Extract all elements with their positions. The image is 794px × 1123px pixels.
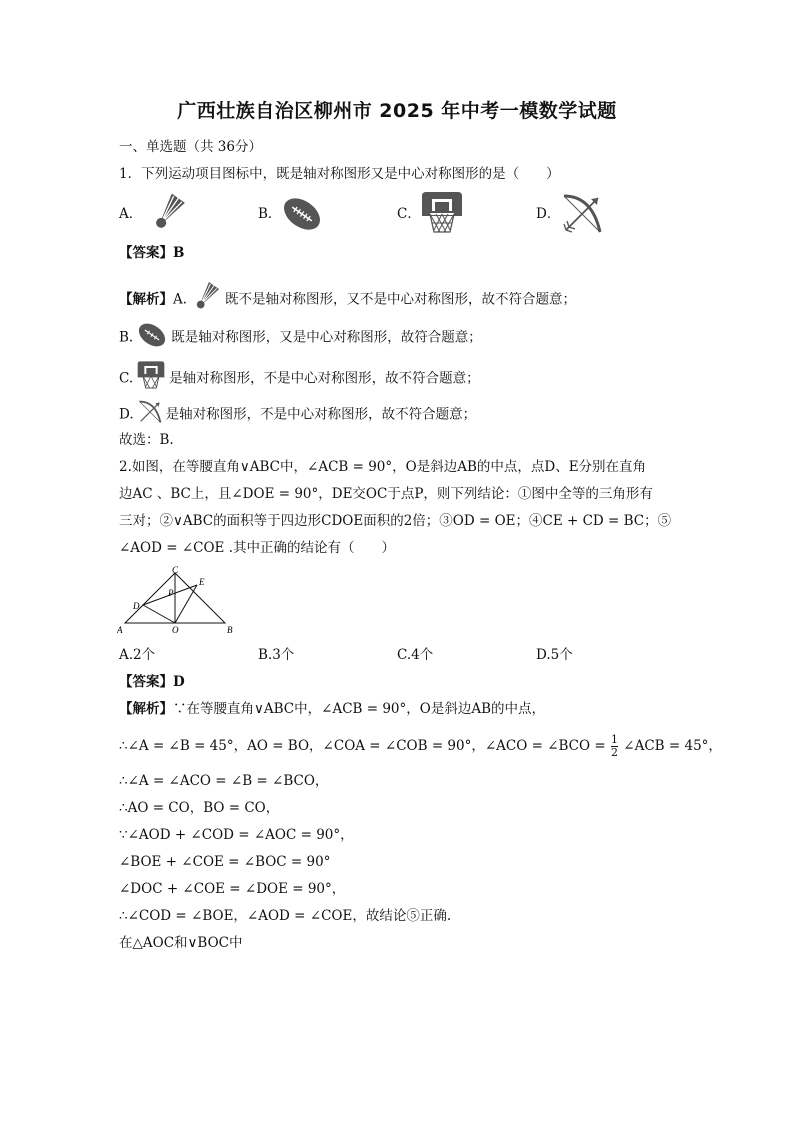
- figure-label-o: O: [172, 625, 179, 635]
- figure-label-p: P: [168, 588, 174, 598]
- fraction-denominator: 2: [610, 746, 618, 759]
- q2-line2-part-b: ∠ACB = 45°，: [623, 738, 722, 754]
- q2-analysis-step: ∴AO = CO，BO = CO，: [119, 800, 280, 816]
- q2-analysis-step: ∠DOC + ∠COE = ∠DOE = 90°，: [119, 881, 346, 897]
- figure-label-b: B: [227, 625, 233, 635]
- q1-analysis-tag: 【解析】: [119, 291, 173, 308]
- q2-analysis-step: 在△AOC和∨BOC中: [119, 935, 243, 951]
- q1-option-c-label: C．: [397, 206, 421, 222]
- q1-answer: 【答案】B: [119, 245, 185, 261]
- q1-analysis-a-prefix: A.: [173, 291, 188, 308]
- q2-stem-line: 三对；②∨ABC的面积等于四边形CDOE面积的2倍；③OD = OE；④CE + CD = BC；⑤: [119, 513, 672, 529]
- q2-option-a: A.2个: [119, 647, 156, 663]
- q1-analysis-d-text: 是轴对称图形，不是中心对称图形，故不符合题意；: [165, 406, 477, 423]
- q1-analysis-a-text: 既不是轴对称图形，又不是中心对称图形，故不符合题意；: [225, 291, 577, 308]
- rugby-ball-icon: [279, 192, 325, 240]
- q2-analysis-tag: 【解析】: [119, 701, 173, 717]
- q2-option-c: C.4个: [397, 647, 434, 663]
- q1-stem: 1．下列运动项目图标中，既是轴对称图形又是中心对称图形的是（ ）: [119, 166, 560, 182]
- q2-option-d: D.5个: [536, 647, 573, 663]
- q1-option-d-label: D．: [536, 206, 561, 222]
- q1-analysis-a: [119, 280, 576, 320]
- fraction-one-half: [611, 734, 618, 759]
- q2-analysis-line-2: [119, 734, 722, 759]
- q1-conclusion: 故选：B.: [119, 432, 174, 448]
- basketball-hoop-icon: [135, 360, 167, 398]
- q1-analysis-c: [119, 360, 480, 398]
- section-heading: 一、单选题（共 36分）: [119, 139, 262, 155]
- q2-analysis-step: ∴∠COD = ∠BOE，∠AOD = ∠COE，故结论⑤正确.: [119, 908, 452, 924]
- q2-analysis-step: ∴∠A = ∠ACO = ∠B = ∠BCO，: [119, 773, 329, 789]
- q1-option-b-label: B．: [258, 206, 282, 222]
- figure-label-e: E: [199, 577, 205, 587]
- q2-stem-line: ∠AOD = ∠COE .其中正确的结论有（ ）: [119, 540, 395, 556]
- badminton-shuttlecock-icon: [146, 191, 190, 239]
- q2-stem-line: 边AC 、BC上，且∠DOE = 90°，DE交OC于点P，则下列结论：①图中全等的三角形有: [119, 486, 653, 502]
- figure-label-d: D: [133, 601, 140, 611]
- q2-line2-part-a: ∴∠A = ∠B = 45°，AO = BO，∠COA = ∠COB = 90°，∠ACO = ∠BCO =: [119, 738, 606, 754]
- q2-stem-line: 2.如图，在等腰直角∨ABC中，∠ACB = 90°，O是斜边AB的中点，点D、E分别在直角: [119, 459, 647, 475]
- q1-option-a-label: A．: [119, 206, 143, 222]
- q1-analysis-c-prefix: C.: [119, 370, 134, 387]
- q2-analysis-step: ∵∠AOD + ∠COD = ∠AOC = 90°，: [119, 827, 354, 843]
- q2-option-b: B.3个: [258, 647, 295, 663]
- q2-answer: 【答案】D: [119, 674, 185, 690]
- rugby-ball-icon: [135, 319, 169, 357]
- q1-analysis-d: [119, 398, 476, 432]
- badminton-shuttlecock-icon: [189, 280, 223, 320]
- figure-label-c: C: [172, 565, 179, 575]
- q2-analysis-step: ∠BOE + ∠COE = ∠BOC = 90°: [119, 854, 331, 870]
- archery-bow-arrow-icon: [558, 190, 606, 242]
- archery-bow-arrow-icon: [136, 398, 164, 432]
- q1-analysis-d-prefix: D.: [119, 406, 134, 423]
- basketball-hoop-icon: [418, 190, 466, 242]
- q2-analysis-first: [119, 699, 545, 719]
- q2-analysis-first-text: ∵在等腰直角∨ABC中，∠ACB = 90°，O是斜边AB的中点，: [173, 701, 546, 717]
- q1-analysis-b-text: 既是轴对称图形，又是中心对称图形，故符合题意；: [171, 329, 482, 346]
- q1-analysis-c-text: 是轴对称图形，不是中心对称图形，故不符合题意；: [169, 370, 480, 387]
- q1-analysis-b-prefix: B.: [119, 329, 134, 346]
- q1-analysis-b: [119, 319, 482, 357]
- figure-label-a: A: [117, 625, 123, 635]
- q2-geometry-figure: [117, 565, 242, 641]
- page-title: 广西壮族自治区柳州市 2025 年中考一模数学试题: [177, 100, 617, 122]
- fraction-numerator: 1: [610, 733, 618, 746]
